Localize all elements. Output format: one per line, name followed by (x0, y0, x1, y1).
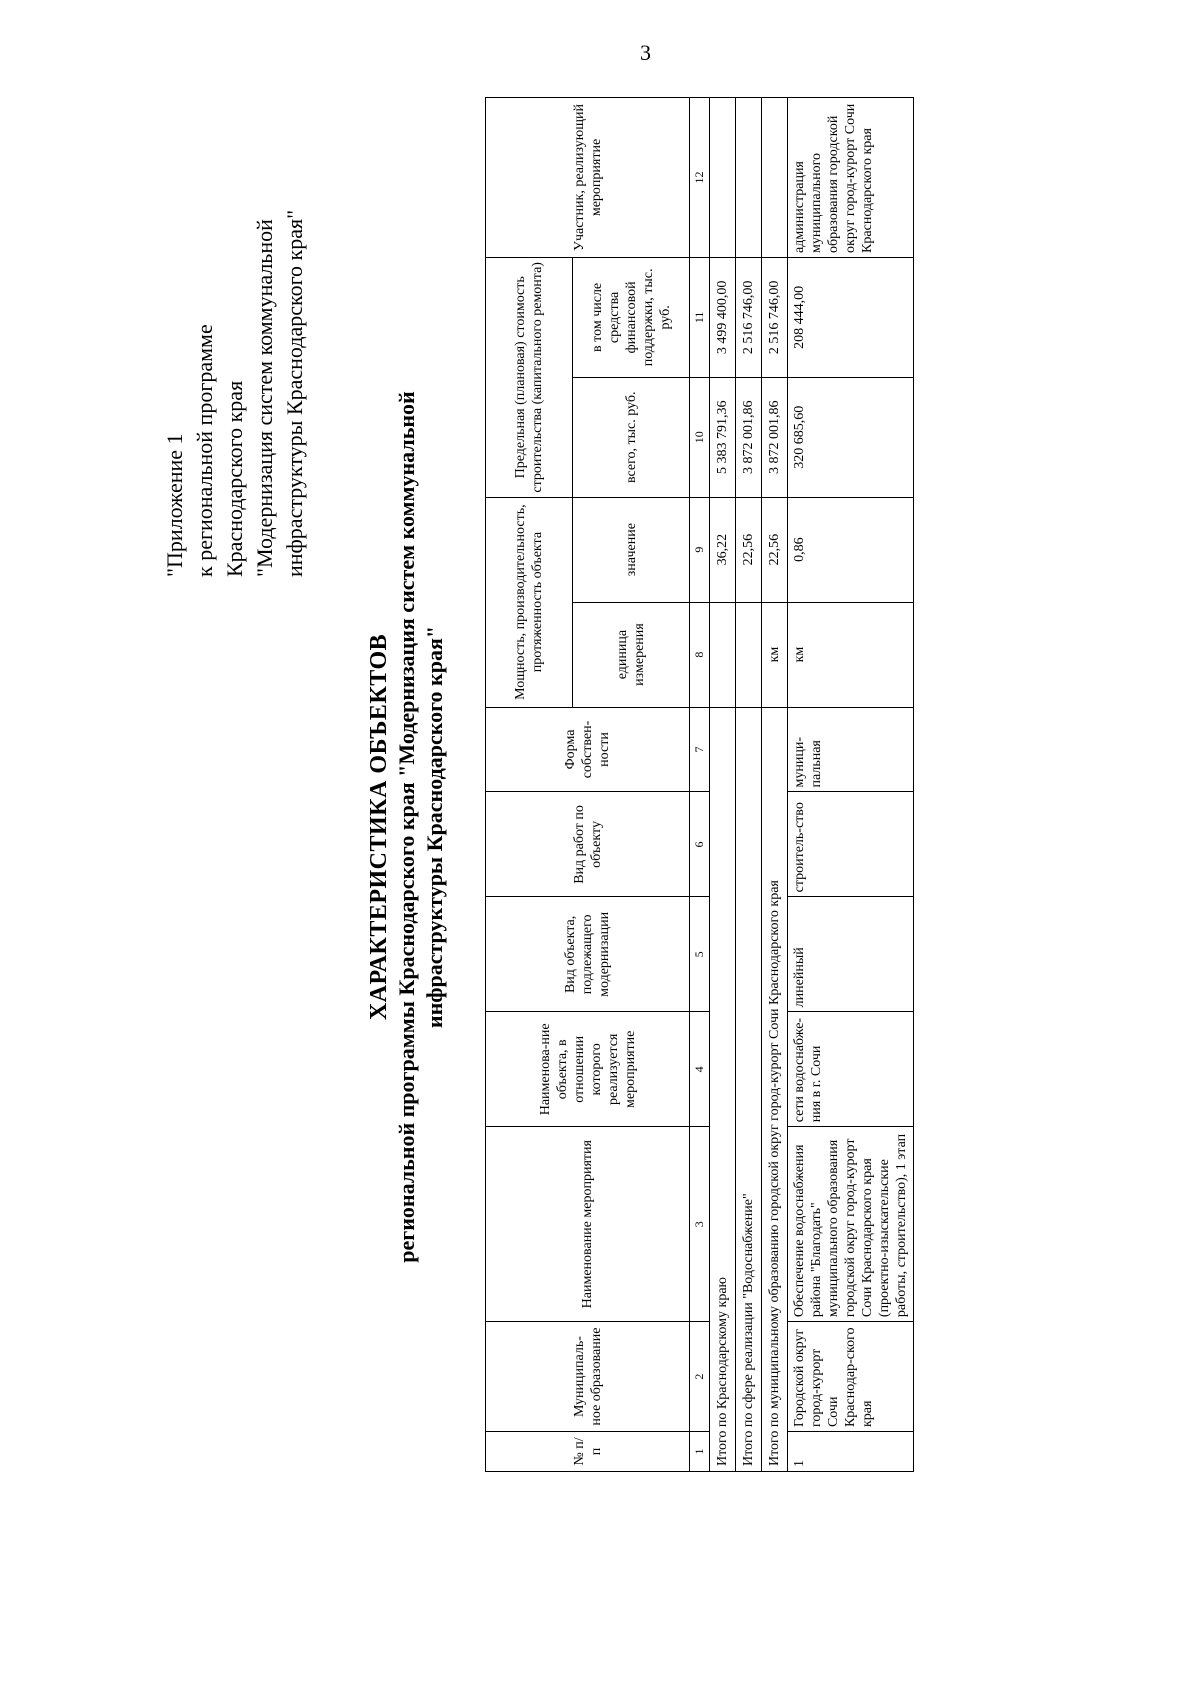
column-number: 3 (690, 1127, 710, 1322)
header-object-name: Наименова-ние объекта, в отношении которого реализуется мероприятие (486, 1012, 690, 1127)
total-support: 2 516 746,00 (762, 257, 788, 377)
row-municipality: Городской округ город-курорт Сочи Краснодар-ского края (788, 1322, 914, 1432)
appendix-line: "Приложение 1 (162, 433, 187, 577)
row-num: 1 (788, 1432, 914, 1472)
appendix-line: Краснодарского края (222, 380, 247, 577)
total-row-sphere (736, 98, 762, 1472)
row-support: 208 444,00 (788, 257, 914, 377)
appendix-line: инфраструктуры Краснодарского края" (282, 209, 307, 577)
header-support: в том числе средства финансовой поддержки, тыс. руб. (573, 257, 690, 377)
header-participant: Участник, реализующий мероприятие (486, 98, 690, 258)
total-unit: км (762, 602, 788, 707)
header-municipality: Муниципаль-ное образование (486, 1322, 690, 1432)
column-number: 8 (690, 602, 710, 707)
title-main: ХАРАКТЕРИСТИКА ОБЪЕКТОВ (366, 633, 392, 1021)
row-total: 320 685,60 (788, 377, 914, 497)
row-object-type: линейный (788, 897, 914, 1012)
document-title (365, 227, 449, 1427)
column-number: 4 (690, 1012, 710, 1127)
total-cost: 3 872 001,86 (762, 377, 788, 497)
column-number: 11 (690, 257, 710, 377)
header-total: всего, тыс. руб. (573, 377, 690, 497)
table-row (788, 98, 914, 1472)
total-support: 3 499 400,00 (710, 257, 736, 377)
appendix-note (160, 17, 310, 577)
total-label: Итого по Краснодарскому краю (710, 707, 736, 1471)
total-row-region (710, 98, 736, 1472)
header-num: № п/п (486, 1432, 690, 1472)
header-value: значение (573, 497, 690, 602)
row-value: 0,86 (788, 497, 914, 602)
row-object-name: сети водоснабже-ния в г. Сочи (788, 1012, 914, 1127)
total-participant (710, 98, 736, 258)
appendix-line: к региональной программе (192, 324, 217, 577)
total-label: Итого по муниципальному образованию городской округ город-курорт Сочи Краснодарского края (762, 707, 788, 1471)
header-cost: Предельная (плановая) стоимость строительства (капитального ремонта) (486, 257, 573, 497)
total-cost: 3 872 001,86 (736, 377, 762, 497)
column-number: 6 (690, 792, 710, 897)
total-value: 22,56 (736, 497, 762, 602)
total-cost: 5 383 791,36 (710, 377, 736, 497)
header-work-type: Вид работ по объекту (486, 792, 690, 897)
column-numbers-row (690, 98, 710, 1472)
total-support: 2 516 746,00 (736, 257, 762, 377)
title-line: инфраструктуры Краснодарского края" (422, 625, 447, 1029)
row-unit: км (788, 602, 914, 707)
column-number: 1 (690, 1432, 710, 1472)
page-number: 3 (640, 40, 651, 65)
row-participant: администрация муниципального образования городской округ город-курорт Сочи Краснодарского края (788, 98, 914, 258)
column-number: 12 (690, 98, 710, 258)
column-number: 10 (690, 377, 710, 497)
header-capacity: Мощность, производительность, протяженность объекта (486, 497, 573, 707)
header-object-type: Вид объекта, подлежащего модернизации (486, 897, 690, 1012)
total-value: 22,56 (762, 497, 788, 602)
row-event-name: Обеспечение водоснабжения района "Благодать" муниципального образования городской округ город-курорт Сочи Краснодарского края (проектно-изыскательские работы, строительство), 1 этап (788, 1127, 914, 1322)
column-number: 2 (690, 1322, 710, 1432)
header-ownership: Форма собствен-ности (486, 707, 690, 792)
header-event-name: Наименование мероприятия (486, 1127, 690, 1322)
header-unit: единица измерения (573, 602, 690, 707)
column-number: 7 (690, 707, 710, 792)
column-number: 9 (690, 497, 710, 602)
appendix-line: "Модернизация систем коммунальной (252, 219, 277, 577)
total-participant (762, 98, 788, 258)
total-value: 36,22 (710, 497, 736, 602)
row-ownership: муници-пальная (788, 707, 914, 792)
total-unit (710, 602, 736, 707)
total-row-municipality (762, 98, 788, 1472)
total-unit (736, 602, 762, 707)
total-label: Итого по сфере реализации "Водоснабжение" (736, 707, 762, 1471)
objects-table (485, 97, 914, 1472)
column-number: 5 (690, 897, 710, 1012)
total-participant (736, 98, 762, 258)
row-work-type: строитель-ство (788, 792, 914, 897)
title-line: региональной программы Краснодарского края "Модернизация систем коммунальной (394, 391, 419, 1263)
